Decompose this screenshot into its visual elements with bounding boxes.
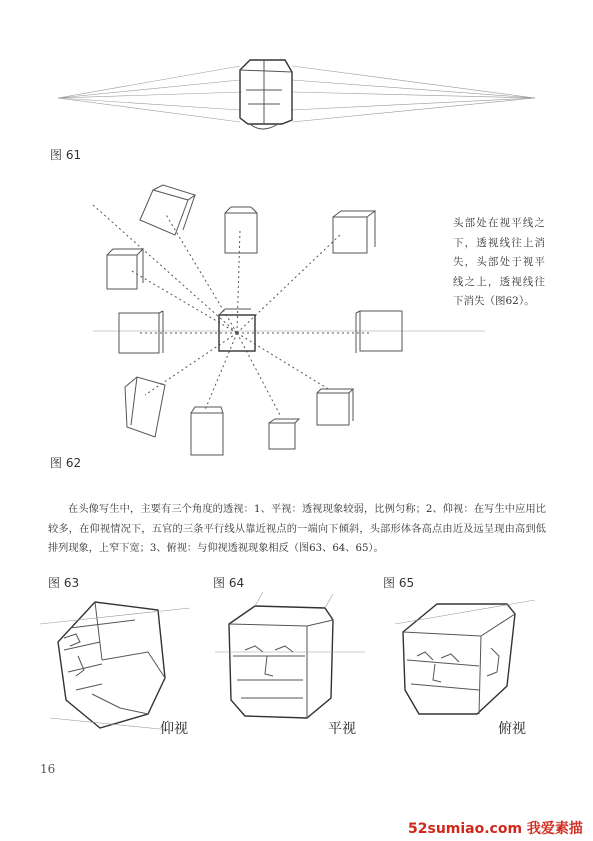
figure-61-illustration xyxy=(0,0,593,150)
site-watermark: 52sumiao.com 我爱素描 xyxy=(408,821,583,837)
view-label-looking-up: 仰视 xyxy=(160,721,188,737)
view-label-looking-down: 俯视 xyxy=(498,721,526,737)
body-paragraph: 在头像写生中，主要有三个角度的透视：1、平视：透视现象较弱，比例匀称；2、仰视：在写生中应用比较多，在仰视情况下，五官的三条平行线从靠近视点的一端向下倾斜，头部形体各高点由近及远呈现由高到低排列现象，上窄下宽；3、俯视：与仰视透视现象相反（图63、64、65）。 xyxy=(48,504,546,554)
figure-63-label: 图 63 xyxy=(48,576,80,590)
figure-61-label: 图 61 xyxy=(50,148,82,162)
page-number: 16 xyxy=(40,762,56,776)
view-label-eye-level: 平视 xyxy=(328,721,356,737)
figure-65-label: 图 65 xyxy=(383,576,415,590)
figure-62-caption-text: 头部处在视平线之下，透视线往上消失，头部处于视平线之上，透视线往下消失（图62）。 xyxy=(453,217,545,307)
figure-62-label: 图 62 xyxy=(50,456,82,470)
figure-64-label: 图 64 xyxy=(213,576,245,590)
